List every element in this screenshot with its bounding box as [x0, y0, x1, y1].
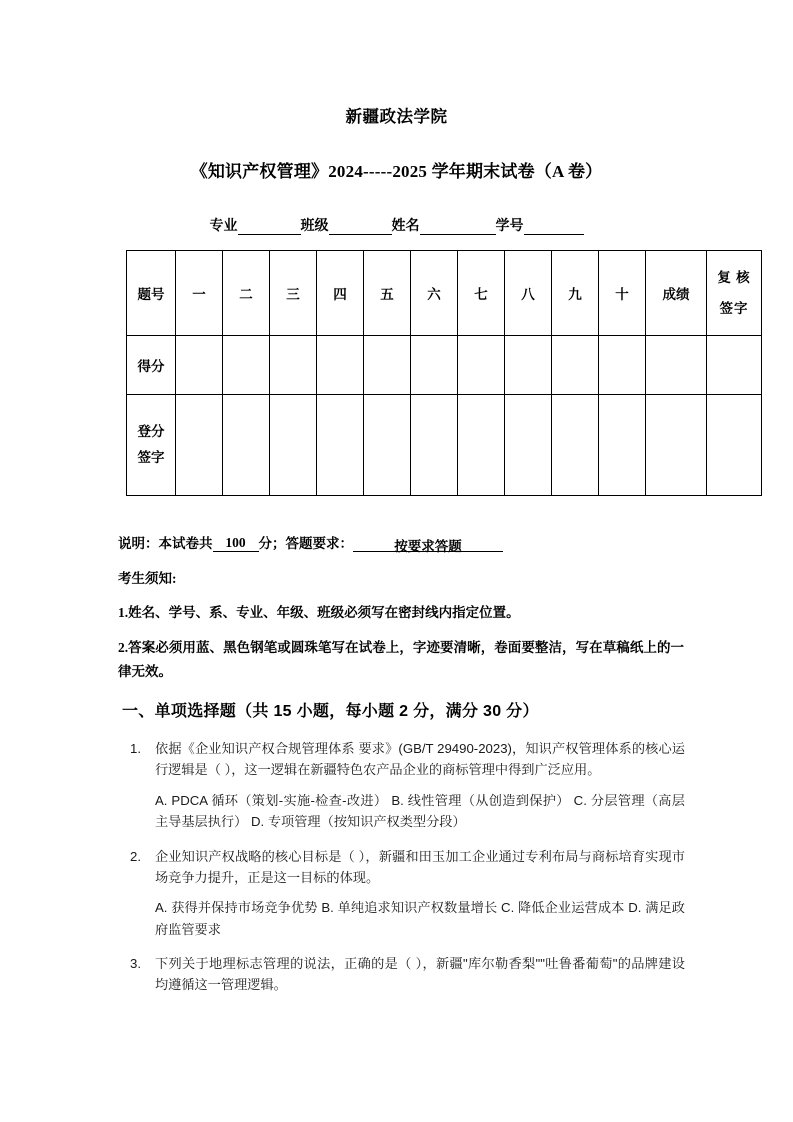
class-input-blank[interactable]	[329, 219, 392, 235]
score-cell-5[interactable]	[364, 336, 411, 395]
answer-requirement-value: 按要求答题	[353, 535, 503, 552]
signature-cell-3[interactable]	[270, 395, 317, 496]
question-text-2: 企业知识产权战略的核心目标是（ ），新疆和田玉加工企业通过专利布局与商标培育实现市场竞争力提升，正是这一目标的体现。	[155, 848, 685, 885]
notice-item-2: 2.答案必须用蓝、黑色钢笔或圆珠笔写在试卷上，字迹要清晰，卷面要整洁，写在草稿纸上的一律无效。	[118, 640, 684, 679]
score-cell-1[interactable]	[176, 336, 223, 395]
score-cell-3[interactable]	[270, 336, 317, 395]
signature-cell-6[interactable]	[411, 395, 458, 496]
column-header-6: 六	[411, 251, 458, 336]
score-cell-9[interactable]	[552, 336, 599, 395]
score-cell-2[interactable]	[223, 336, 270, 395]
column-header-4: 四	[317, 251, 364, 336]
question-options-1: A. PDCA 循环（策划-实施-检查-改进） B. 线性管理（从创造到保护） C. 分层管理（高层主导基层执行） D. 专项管理（按知识产权类型分段）	[155, 792, 685, 830]
question-item-1	[130, 738, 685, 833]
question-stem-2	[130, 846, 685, 889]
table-row-signature	[127, 395, 762, 496]
signature-cell-10[interactable]	[599, 395, 646, 496]
column-header-total: 成绩	[646, 251, 707, 336]
major-input-blank[interactable]	[238, 219, 301, 235]
score-table	[126, 250, 762, 496]
review-label-line2: 签字	[719, 301, 749, 316]
score-cell-10[interactable]	[599, 336, 646, 395]
score-cell-6[interactable]	[411, 336, 458, 395]
name-label: 姓名	[391, 219, 420, 234]
signature-cell-5[interactable]	[364, 395, 411, 496]
score-cell-7[interactable]	[458, 336, 505, 395]
student-id-label: 学号	[495, 219, 524, 234]
score-cell-total[interactable]	[646, 336, 707, 395]
notice-heading: 考生须知:	[118, 571, 177, 586]
question-list	[130, 738, 685, 1001]
column-header-1: 一	[176, 251, 223, 336]
signature-cell-4[interactable]	[317, 395, 364, 496]
table-row-question-numbers	[127, 251, 762, 336]
signature-cell-total[interactable]	[646, 395, 707, 496]
question-stem-3	[130, 953, 685, 996]
signature-cell-review[interactable]	[707, 395, 762, 496]
score-cell-review[interactable]	[707, 336, 762, 395]
total-score-value: 100	[213, 535, 259, 552]
explanation-line	[118, 532, 503, 552]
score-cell-8[interactable]	[505, 336, 552, 395]
signature-cell-8[interactable]	[505, 395, 552, 496]
row-header-question-no: 题号	[127, 251, 176, 336]
signature-cell-2[interactable]	[223, 395, 270, 496]
signature-label-line2: 签字	[137, 450, 165, 465]
signature-label-line1: 登分	[137, 424, 165, 440]
question-number-3: 3.	[130, 956, 141, 971]
review-label-line1: 复 核	[717, 269, 751, 285]
column-header-2: 二	[223, 251, 270, 336]
column-header-7: 七	[458, 251, 505, 336]
student-id-input-blank[interactable]	[524, 219, 584, 235]
section-heading-multiple-choice: 一、单项选择题（共 15 小题，每小题 2 分，满分 30 分）	[122, 703, 539, 720]
class-label: 班级	[300, 219, 329, 234]
column-header-8: 八	[505, 251, 552, 336]
explanation-prefix: 说明：本试卷共	[118, 536, 213, 551]
question-text-3: 下列关于地理标志管理的说法，正确的是（ ），新疆"库尔勒香梨""吐鲁番葡萄"的品牌建设均遵循这一管理逻辑。	[155, 956, 685, 993]
row-header-score: 得分	[127, 336, 176, 395]
score-cell-4[interactable]	[317, 336, 364, 395]
question-number-1: 1.	[130, 741, 141, 756]
signature-cell-9[interactable]	[552, 395, 599, 496]
question-options-2: A. 获得并保持市场竞争优势 B. 单纯追求知识产权数量增长 C. 降低企业运营成本 D. 满足政府监管要求	[155, 900, 685, 937]
major-label: 专业	[209, 219, 238, 234]
column-header-3: 三	[270, 251, 317, 336]
table-row-score	[127, 336, 762, 395]
name-input-blank[interactable]	[420, 219, 496, 235]
column-header-10: 十	[599, 251, 646, 336]
explanation-middle: 分；答题要求：	[258, 536, 353, 551]
question-stem-1	[130, 738, 685, 781]
student-info-line	[0, 215, 793, 235]
row-header-signature	[127, 395, 176, 496]
column-header-review-signature	[707, 251, 762, 336]
question-text-1: 依据《企业知识产权合规管理体系 要求》(GB/T 29490-2023)，知识产权管理体系的核心运行逻辑是（ ），这一逻辑在新疆特色农产品企业的商标管理中得到广泛应用。	[155, 741, 685, 778]
signature-cell-1[interactable]	[176, 395, 223, 496]
signature-cell-7[interactable]	[458, 395, 505, 496]
page-title: 《知识产权管理》2024-----2025 学年期末试卷（A 卷）	[190, 162, 603, 181]
question-item-3	[130, 953, 685, 996]
notice-item-1: 1.姓名、学号、系、专业、年级、班级必须写在密封线内指定位置。	[118, 605, 520, 620]
question-number-2: 2.	[130, 848, 141, 864]
column-header-5: 五	[364, 251, 411, 336]
question-item-2	[130, 846, 685, 941]
column-header-9: 九	[552, 251, 599, 336]
school-name: 新疆政法学院	[345, 107, 448, 126]
